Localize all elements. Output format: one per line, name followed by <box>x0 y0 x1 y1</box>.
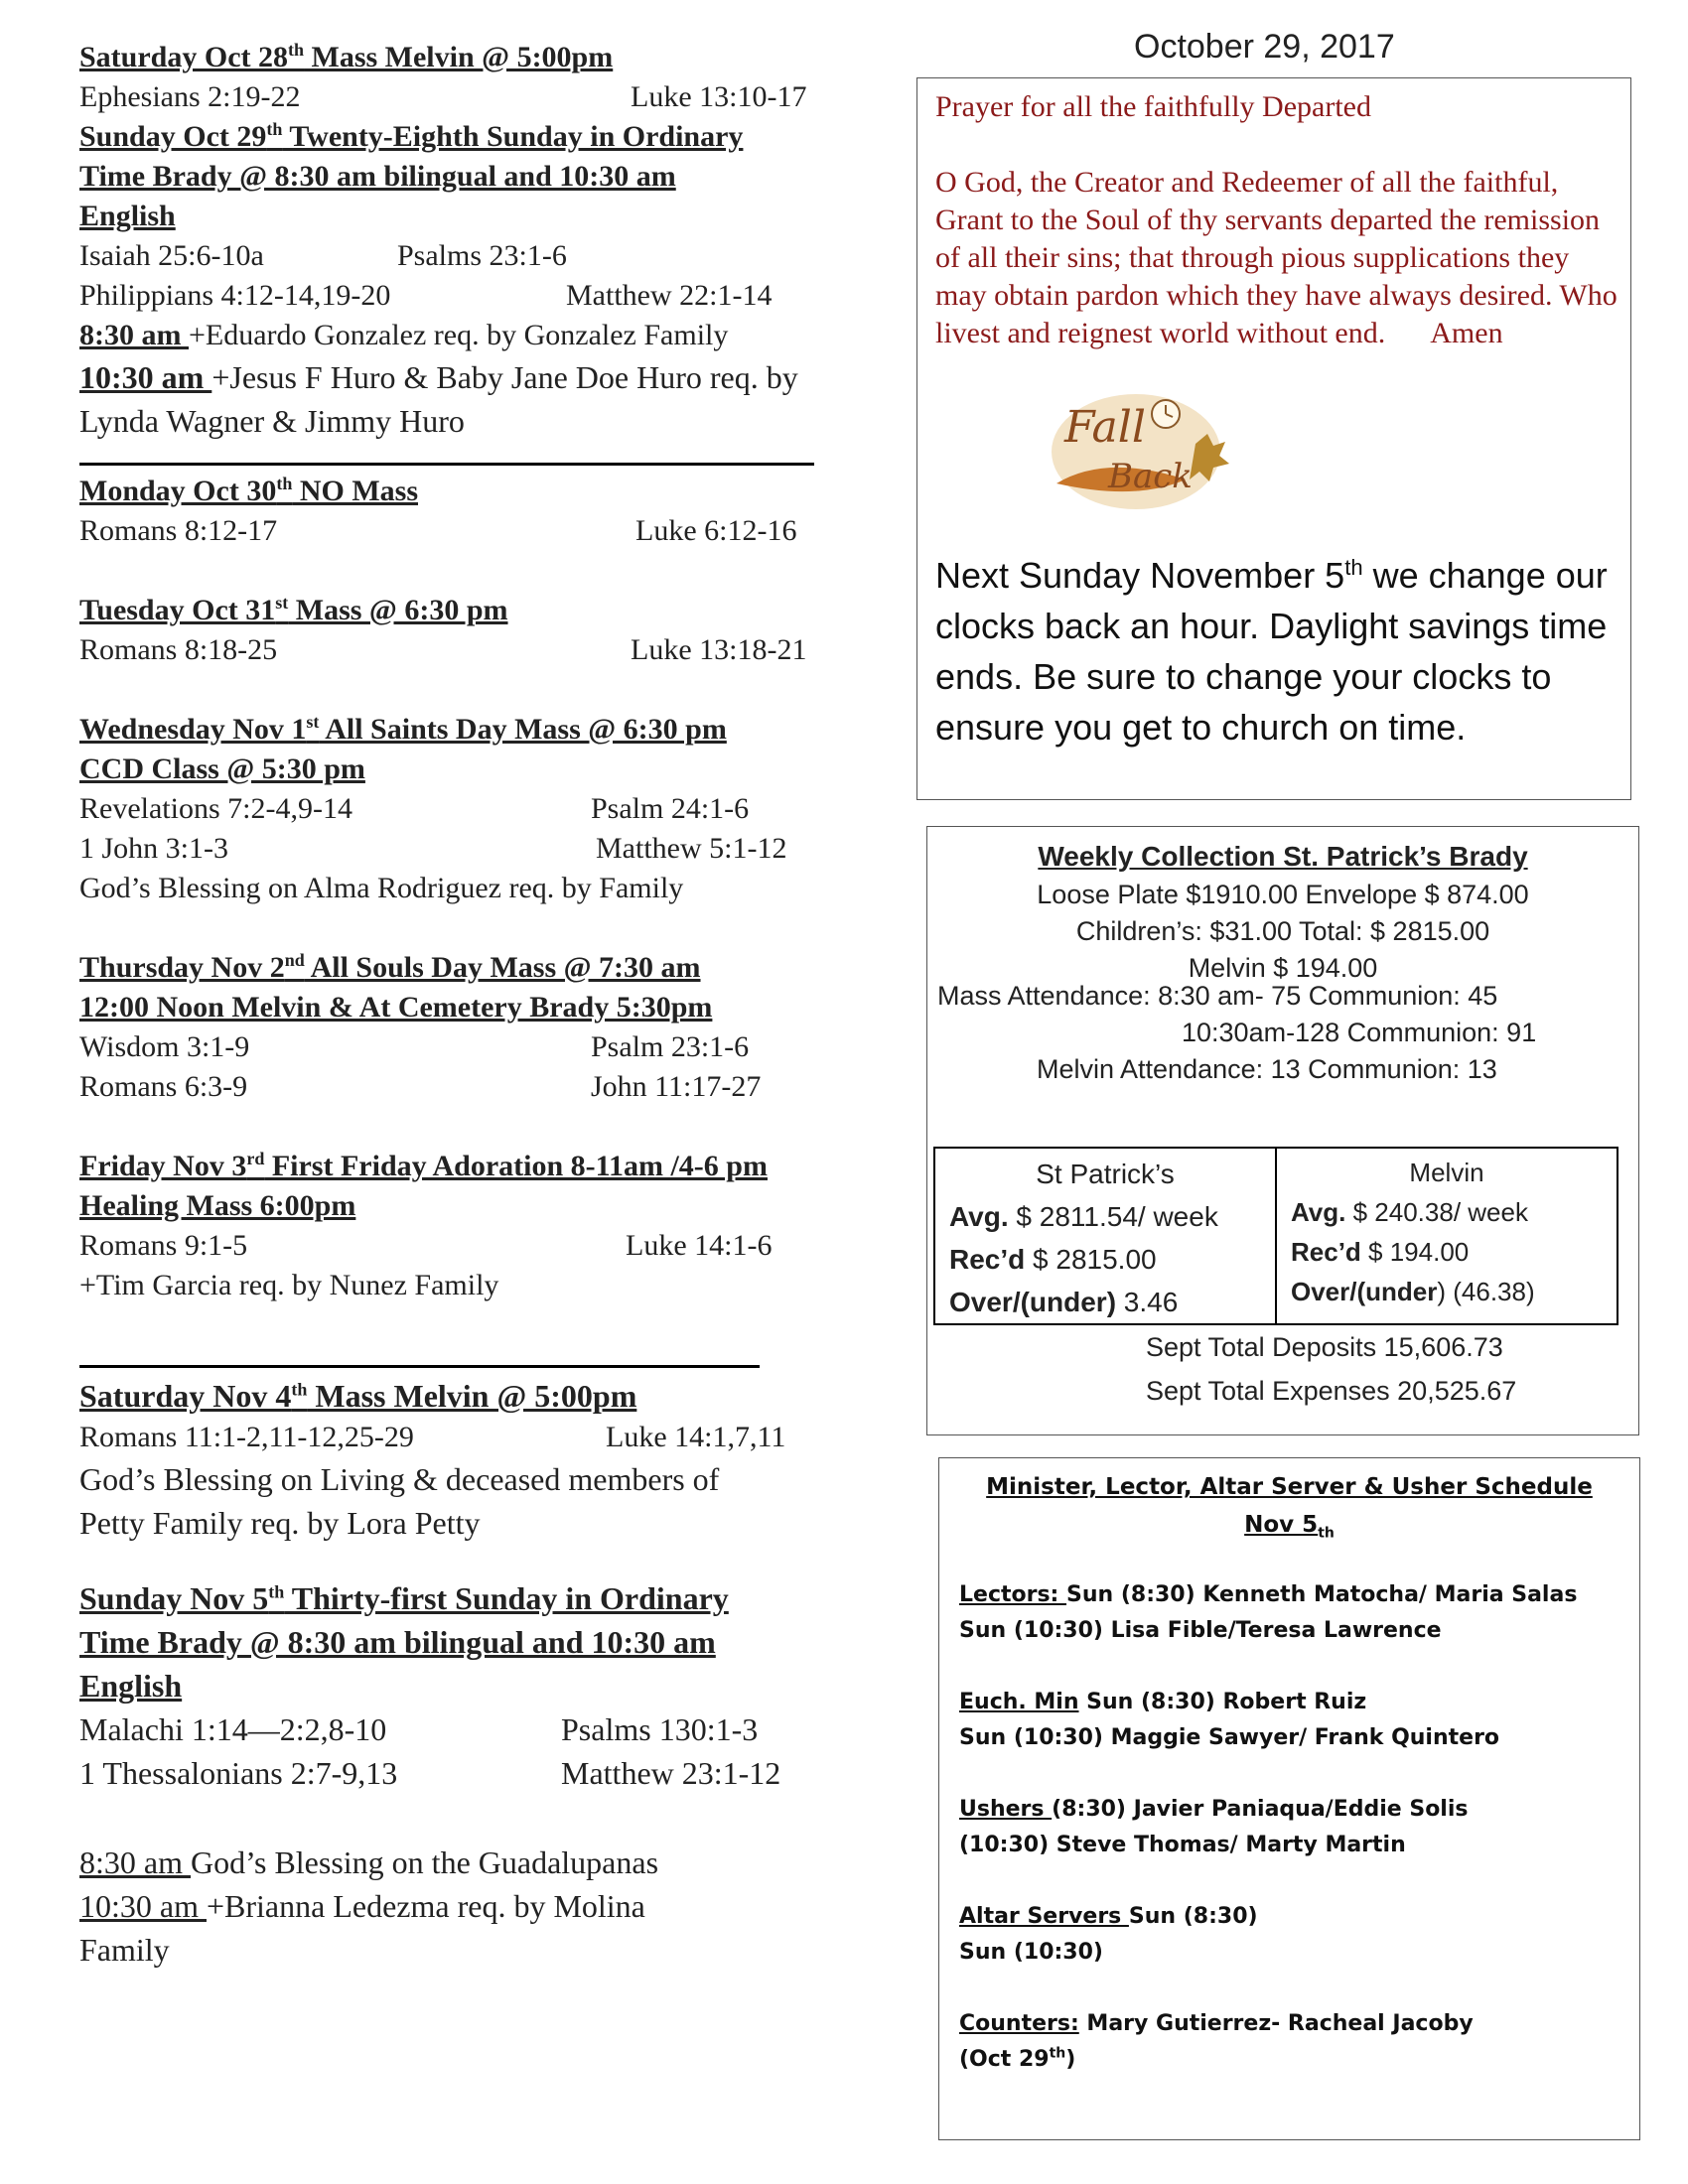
heading-line: English <box>79 1668 183 1704</box>
reading-row: 1 John 3:1-3 Matthew 5:1-12 <box>79 832 787 865</box>
mass-intention: 8:30 am +Eduardo Gonzalez req. by Gonzalez Family <box>79 319 729 351</box>
reading-row: Malachi 1:14—2:2,8-10 Psalms 130:1-3 <box>79 1711 759 1747</box>
weekly-average-table <box>933 1147 1618 1325</box>
mass-intention: 10:30 am +Jesus F Huro & Baby Jane Doe Huro req. by <box>79 359 798 395</box>
prayer-box <box>916 77 1631 800</box>
heading-mon-oct30: Monday Oct 30th NO Mass <box>79 474 419 507</box>
mass-intention: God’s Blessing on Alma Rodriguez req. by Family <box>79 872 684 904</box>
daylight-savings-note: Next Sunday November 5th we change our clocks back an hour. Daylight savings time ends. Be sure to change your clocks to ensure you get to church on time. <box>935 555 1608 748</box>
altar-servers-entry: Altar Servers Sun (8:30) <box>959 1904 1258 1929</box>
mass-intention: 8:30 am God’s Blessing on the Guadalupanas <box>79 1844 659 1880</box>
heading-wed-nov1: Wednesday Nov 1st All Saints Day Mass @ 6:30 pm <box>79 712 727 746</box>
collection-title: Weekly Collection St. Patrick’s Brady <box>1038 841 1528 872</box>
euch-min-entry: Euch. Min Sun (8:30) Robert Ruiz <box>959 1690 1367 1714</box>
reading-row: Romans 11:1-2,11-12,25-29 Luke 14:1,7,11 <box>79 1421 786 1453</box>
reading-row: Ephesians 2:19-22 Luke 13:10-17 <box>79 80 807 113</box>
mass-schedule-column <box>79 38 814 1972</box>
logo-word-back: Back <box>1108 457 1193 496</box>
melvin-attendance: Melvin Attendance: 13 Communion: 13 <box>1037 1054 1497 1084</box>
weekly-collection-box <box>926 826 1639 1435</box>
minister-schedule-box <box>938 1457 1640 2140</box>
heading-line: Time Brady @ 8:30 am bilingual and 10:30 am <box>79 1624 716 1660</box>
fall-back-logo <box>1047 384 1235 513</box>
mass-intention: +Tim Garcia req. by Nunez Family <box>79 1269 499 1301</box>
mass-attendance: Mass Attendance: 8:30 am- 75 Communion: 45 <box>937 981 1498 1011</box>
heading-fri-nov3: Friday Nov 3rd First Friday Adoration 8-11am /4-6 pm <box>79 1149 768 1182</box>
divider <box>79 463 814 466</box>
prayer-amen: Amen <box>1430 317 1503 349</box>
reading-row: 1 Thessalonians 2:7-9,13 Matthew 23:1-12 <box>79 1755 781 1791</box>
heading-thu-nov2: Thursday Nov 2nd All Souls Day Mass @ 7:30 am <box>79 950 701 984</box>
heading-line: CCD Class @ 5:30 pm <box>79 752 365 785</box>
heading-sun-oct29: Sunday Oct 29th Twenty-Eighth Sunday in Ordinary <box>79 119 744 153</box>
reading-row: Philippians 4:12-14,19-20 Matthew 22:1-14 <box>79 279 773 312</box>
heading-line: Time Brady @ 8:30 am bilingual and 10:30 am <box>79 160 676 193</box>
lectors-entry: Lectors: Sun (8:30) Kenneth Matocha/ Maria Salas <box>959 1582 1578 1607</box>
mass-attendance-2: 10:30am-128 Communion: 91 <box>1182 1018 1537 1047</box>
reading-row: Romans 8:18-25 Luke 13:18-21 <box>79 633 807 666</box>
heading-line: Healing Mass 6:00pm <box>79 1189 356 1222</box>
reading-row: Romans 6:3-9 John 11:17-27 <box>79 1070 762 1103</box>
reading-row: Isaiah 25:6-10a Psalms 23:1-6 <box>79 239 567 272</box>
reading-row: Wisdom 3:1-9 Psalm 23:1-6 <box>79 1030 750 1063</box>
st-patricks-column: St Patrick’s Avg. $ 2811.54/ week Rec’d $ 2815.00 Over/(under) 3.46 <box>949 1159 1218 1317</box>
heading-line: 12:00 Noon Melvin & At Cemetery Brady 5:30pm <box>79 991 713 1024</box>
logo-word-fall: Fall <box>1064 402 1146 453</box>
reading-row: Romans 8:12-17 Luke 6:12-16 <box>79 514 797 547</box>
mass-intention-cont: Petty Family req. by Lora Petty <box>79 1505 481 1541</box>
divider <box>79 1365 760 1368</box>
collection-line: Loose Plate $1910.00 Envelope $ 874.00 <box>1037 880 1529 909</box>
counters-entry: Counters: Mary Gutierrez- Racheal Jacoby <box>959 2011 1474 2036</box>
mass-intention: God’s Blessing on Living & deceased members of <box>79 1461 720 1497</box>
collection-line: Children’s: $31.00 Total: $ 2815.00 <box>1075 916 1490 946</box>
mass-intention: 10:30 am +Brianna Ledezma req. by Molina <box>79 1888 645 1924</box>
prayer-body: O God, the Creator and Redeemer of all the faithful, Grant to the Soul of thy servants departed the remission of all their sins; that through pious supplications they may obtain pardon which they have always desired. Who livest and reignest world without end. <box>935 166 1618 349</box>
heading-sun-nov5: Sunday Nov 5th Thirty-first Sunday in Ordinary <box>79 1580 729 1616</box>
ushers-entry: Ushers (8:30) Javier Paniaqua/Eddie Solis <box>959 1797 1469 1822</box>
schedule-list: Lectors: Sun (8:30) Kenneth Matocha/ Maria Salas Sun (10:30) Lisa Fible/Teresa Lawrence Euch. Min Sun (8:30) Robert Ruiz Sun (10:30) Maggie Sawyer/ Frank Quintero Ushers (8:30) Javier Paniaqua/Eddie Solis (10:30) Steve Thomas/ Marty Martin Altar Servers Sun (8:30) Sun (10:30) Counters: Mary Gutierrez- Racheal Jacoby (Oct 29th) <box>959 1577 1624 2078</box>
heading-sat-oct28: Saturday Oct 28th Mass Melvin @ 5:00pm <box>79 40 614 73</box>
schedule-title: Minister, Lector, Altar Server & Usher Schedule Nov $5_{th}$ <box>986 1474 1593 1542</box>
mass-intention-cont: Family <box>79 1932 170 1968</box>
september-totals: Sept Total Deposits 15,606.73 Sept Total Expenses 20,525.67 <box>1146 1332 1517 1406</box>
heading-line: English <box>79 200 176 232</box>
prayer-title: Prayer for all the faithfully Departed <box>935 90 1371 123</box>
collection-line: Melvin $ 194.00 <box>1188 953 1378 983</box>
prayer-text <box>935 88 1620 352</box>
heading-tue-oct31: Tuesday Oct 31st Mass @ 6:30 pm <box>79 593 508 626</box>
reading-row: Romans 9:1-5 Luke 14:1-6 <box>79 1229 773 1262</box>
bulletin-date: October 29, 2017 <box>1134 28 1395 66</box>
mass-intention-cont: Lynda Wagner & Jimmy Huro <box>79 403 465 439</box>
heading-sat-nov4: Saturday Nov 4th Mass Melvin @ 5:00pm <box>79 1378 637 1414</box>
melvin-column: Melvin Avg. $ 240.38/ week Rec’d $ 194.00 Over/(under) (46.38) <box>1275 1149 1617 1323</box>
reading-row: Revelations 7:2-4,9-14 Psalm 24:1-6 <box>79 792 750 825</box>
